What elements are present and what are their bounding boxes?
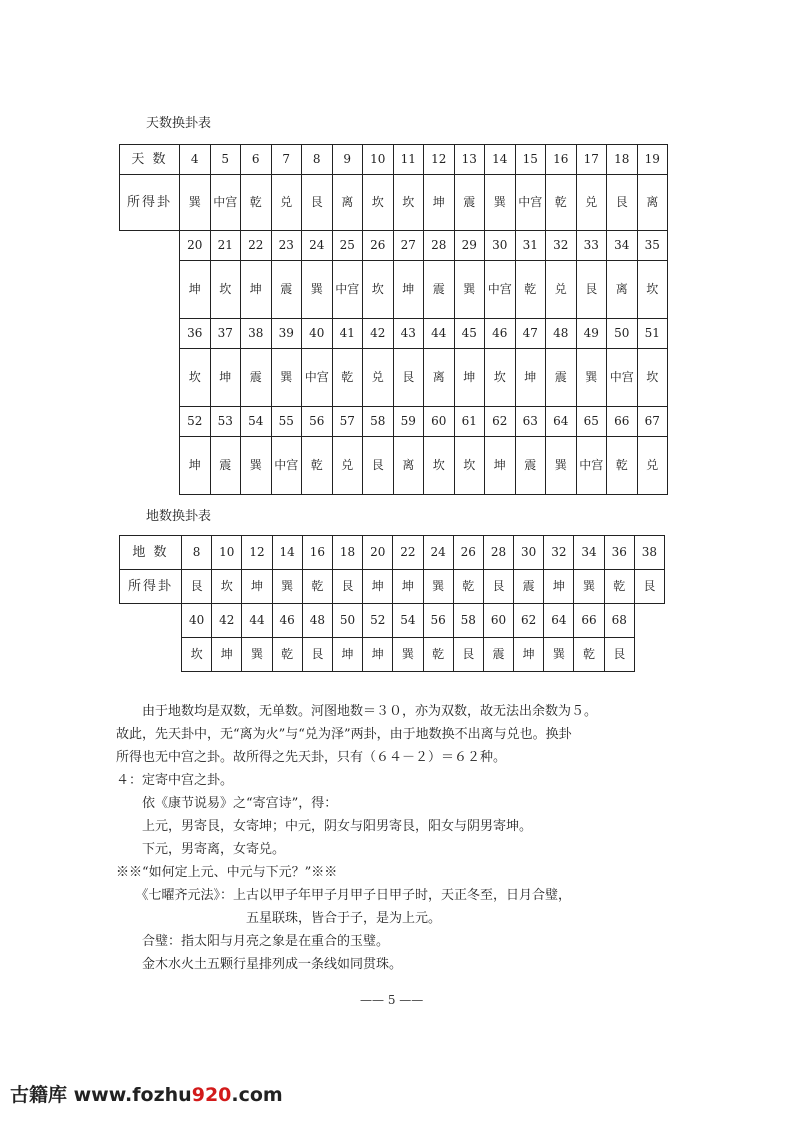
text-line: 合璧：指太阳与月亮之象是在重合的玉璧。 <box>116 934 390 949</box>
heaven-gua-cell: 坎 <box>363 175 394 231</box>
heaven-num-cell: 37 <box>210 319 241 349</box>
heaven-gua-cell: 坎 <box>454 437 485 495</box>
heaven-gua-cell: 艮 <box>302 175 333 231</box>
earth-table <box>119 535 665 672</box>
earth-cell: 乾 <box>302 570 332 604</box>
earth-cell: 乾 <box>604 570 634 604</box>
empty-cell <box>634 604 664 638</box>
heaven-gua-row <box>120 175 668 231</box>
empty-cell <box>120 407 180 437</box>
heaven-gua-cell: 坤 <box>180 261 211 319</box>
earth-cell: 乾 <box>272 638 302 672</box>
body-text <box>116 700 597 976</box>
earth-cell: 乾 <box>574 638 604 672</box>
heaven-gua-cell: 震 <box>271 261 302 319</box>
heaven-num-cell: 26 <box>363 231 394 261</box>
heaven-num-cell: 31 <box>515 231 546 261</box>
heaven-num-cell: 61 <box>454 407 485 437</box>
heaven-num-cell: 6 <box>241 145 272 175</box>
heaven-num-cell: 38 <box>241 319 272 349</box>
heaven-gua-cell: 坎 <box>637 349 668 407</box>
earth-cell: 66 <box>574 604 604 638</box>
earth-cell: 48 <box>302 604 332 638</box>
heaven-num-cell: 20 <box>180 231 211 261</box>
text-line: 金木水火土五颗行星排列成一条线如同贯珠。 <box>116 957 403 972</box>
text-line: 由于地数均是双数，无单数。河图地数＝３０，亦为双数，故无法出余数为５。 <box>116 704 598 719</box>
heaven-gua-cell: 震 <box>241 349 272 407</box>
earth-cell: 坤 <box>242 570 272 604</box>
heaven-num-cell: 16 <box>546 145 577 175</box>
heaven-gua-cell: 中宫 <box>485 261 516 319</box>
earth-cell: 乾 <box>423 638 453 672</box>
heaven-gua-cell: 离 <box>607 261 638 319</box>
text-line: 依《康节说易》之“寄宫诗”，得： <box>116 796 338 811</box>
empty-cell <box>120 319 180 349</box>
earth-row <box>120 638 665 672</box>
empty-cell <box>120 604 182 638</box>
text-line: 故此，先天卦中，无“离为火”与“兑为泽”两卦，由于地数换不出离与兑也。换卦 <box>116 727 572 742</box>
heaven-gua-cell: 兑 <box>546 261 577 319</box>
heaven-num-cell: 35 <box>637 231 668 261</box>
earth-cell: 艮 <box>332 570 362 604</box>
heaven-gua-cell: 巽 <box>302 261 333 319</box>
heaven-num-cell: 50 <box>607 319 638 349</box>
empty-cell <box>634 638 664 672</box>
earth-cell: 30 <box>514 536 544 570</box>
heaven-gua-cell: 坤 <box>485 437 516 495</box>
heaven-gua-cell: 离 <box>637 175 668 231</box>
heaven-gua-cell: 兑 <box>363 349 394 407</box>
earth-cell: 26 <box>453 536 483 570</box>
heaven-gua-row <box>120 261 668 319</box>
heaven-num-cell: 53 <box>210 407 241 437</box>
earth-cell: 坤 <box>332 638 362 672</box>
earth-cell: 艮 <box>453 638 483 672</box>
heaven-gua-cell: 离 <box>332 175 363 231</box>
text-line: 下元，男寄离，女寄兑。 <box>116 842 286 857</box>
heaven-gua-cell: 坤 <box>180 437 211 495</box>
heaven-gua-cell: 巽 <box>271 349 302 407</box>
heaven-gua-cell: 艮 <box>393 349 424 407</box>
heaven-num-cell: 13 <box>454 145 485 175</box>
heaven-gua-cell: 巽 <box>485 175 516 231</box>
heaven-num-cell: 67 <box>637 407 668 437</box>
heaven-gua-cell: 坤 <box>515 349 546 407</box>
watermark-prefix: 古籍库 www.fozhu <box>10 1084 192 1106</box>
heaven-num-cell: 12 <box>424 145 455 175</box>
earth-cell: 巽 <box>574 570 604 604</box>
earth-row <box>120 570 665 604</box>
heaven-num-cell: 15 <box>515 145 546 175</box>
heaven-num-cell: 46 <box>485 319 516 349</box>
heaven-gua-cell: 兑 <box>332 437 363 495</box>
earth-cell: 坤 <box>212 638 242 672</box>
heaven-gua-cell: 巽 <box>576 349 607 407</box>
heaven-num-cell: 51 <box>637 319 668 349</box>
empty-cell <box>120 349 180 407</box>
heaven-gua-cell: 坤 <box>393 261 424 319</box>
earth-cell: 坤 <box>363 638 393 672</box>
heaven-gua-cell: 震 <box>424 261 455 319</box>
earth-cell: 震 <box>514 570 544 604</box>
heaven-gua-cell: 乾 <box>241 175 272 231</box>
heaven-gua-cell: 巽 <box>454 261 485 319</box>
heaven-num-cell: 59 <box>393 407 424 437</box>
heaven-num-row <box>120 231 668 261</box>
heaven-gua-cell: 兑 <box>637 437 668 495</box>
heaven-num-cell: 62 <box>485 407 516 437</box>
earth-cell: 54 <box>393 604 423 638</box>
heaven-num-cell: 33 <box>576 231 607 261</box>
heaven-gua-cell: 中宫 <box>576 437 607 495</box>
earth-cell: 28 <box>483 536 513 570</box>
empty-cell <box>120 437 180 495</box>
heaven-gua-cell: 中宫 <box>515 175 546 231</box>
heaven-gua-cell: 中宫 <box>607 349 638 407</box>
earth-cell: 44 <box>242 604 272 638</box>
heaven-table-caption: 天数换卦表 <box>146 116 212 131</box>
earth-cell: 56 <box>423 604 453 638</box>
heaven-gua-cell: 乾 <box>546 175 577 231</box>
page-number: —— 5 —— <box>360 993 424 1007</box>
heaven-num-cell: 11 <box>393 145 424 175</box>
heaven-num-cell: 54 <box>241 407 272 437</box>
heaven-num-cell: 10 <box>363 145 394 175</box>
heaven-gua-cell: 乾 <box>515 261 546 319</box>
heaven-gua-cell: 坤 <box>210 349 241 407</box>
heaven-num-row <box>120 407 668 437</box>
heaven-gua-cell: 震 <box>515 437 546 495</box>
heaven-gua-cell: 艮 <box>363 437 394 495</box>
earth-cell: 坤 <box>363 570 393 604</box>
heaven-num-cell: 28 <box>424 231 455 261</box>
heaven-gua-cell: 中宫 <box>332 261 363 319</box>
earth-cell: 42 <box>212 604 242 638</box>
heaven-num-cell: 58 <box>363 407 394 437</box>
heaven-num-cell: 40 <box>302 319 333 349</box>
heaven-gua-cell: 坤 <box>454 349 485 407</box>
heaven-gua-row <box>120 437 668 495</box>
earth-cell: 68 <box>604 604 634 638</box>
earth-cell: 64 <box>544 604 574 638</box>
earth-cell: 巽 <box>544 638 574 672</box>
heaven-gua-cell: 乾 <box>332 349 363 407</box>
earth-cell: 坤 <box>393 570 423 604</box>
earth-cell: 24 <box>423 536 453 570</box>
heaven-num-cell: 27 <box>393 231 424 261</box>
empty-cell <box>120 638 182 672</box>
heaven-gua-cell: 坎 <box>180 349 211 407</box>
heaven-gua-cell: 巽 <box>180 175 211 231</box>
text-line: 五星联珠，皆合于子，是为上元。 <box>116 911 442 926</box>
heaven-gua-cell: 艮 <box>576 261 607 319</box>
heaven-num-cell: 47 <box>515 319 546 349</box>
heaven-gua-cell: 中宫 <box>271 437 302 495</box>
heaven-num-cell: 24 <box>302 231 333 261</box>
earth-cell: 艮 <box>604 638 634 672</box>
text-line: 《七曜齐元法》：上古以甲子年甲子月甲子日甲子时，天正冬至，日月合璧， <box>116 888 572 903</box>
heaven-table <box>119 144 668 495</box>
watermark-digits: 920 <box>191 1084 232 1106</box>
earth-cell: 60 <box>483 604 513 638</box>
heaven-gua-cell: 中宫 <box>302 349 333 407</box>
heaven-gua-cell: 坎 <box>363 261 394 319</box>
earth-cell: 20 <box>363 536 393 570</box>
heaven-num-cell: 45 <box>454 319 485 349</box>
earth-cell: 震 <box>483 638 513 672</box>
heaven-num-cell: 7 <box>271 145 302 175</box>
earth-cell: 36 <box>604 536 634 570</box>
heaven-gua-cell: 乾 <box>607 437 638 495</box>
heaven-num-row <box>120 319 668 349</box>
earth-cell: 艮 <box>182 570 212 604</box>
heaven-num-cell: 41 <box>332 319 363 349</box>
heaven-num-cell: 18 <box>607 145 638 175</box>
earth-table-caption: 地数换卦表 <box>146 509 212 524</box>
heaven-num-cell: 22 <box>241 231 272 261</box>
earth-cell: 38 <box>634 536 664 570</box>
earth-cell: 10 <box>212 536 242 570</box>
heaven-num-cell: 23 <box>271 231 302 261</box>
earth-cell: 坤 <box>544 570 574 604</box>
heaven-num-cell: 44 <box>424 319 455 349</box>
earth-row-label: 地 数 <box>120 536 182 570</box>
heaven-num-cell: 64 <box>546 407 577 437</box>
heaven-gua-cell: 艮 <box>607 175 638 231</box>
heaven-num-cell: 34 <box>607 231 638 261</box>
heaven-gua-cell: 震 <box>210 437 241 495</box>
heaven-num-cell: 5 <box>210 145 241 175</box>
heaven-gua-cell: 坎 <box>210 261 241 319</box>
heaven-gua-cell: 乾 <box>302 437 333 495</box>
earth-cell: 18 <box>332 536 362 570</box>
heaven-num-cell: 39 <box>271 319 302 349</box>
earth-cell: 巽 <box>242 638 272 672</box>
heaven-gua-cell: 兑 <box>271 175 302 231</box>
heaven-num-cell: 55 <box>271 407 302 437</box>
heaven-num-cell: 29 <box>454 231 485 261</box>
heaven-gua-cell: 坎 <box>637 261 668 319</box>
heaven-num-cell: 60 <box>424 407 455 437</box>
heaven-gua-cell: 离 <box>393 437 424 495</box>
heaven-num-cell: 66 <box>607 407 638 437</box>
heaven-num-cell: 32 <box>546 231 577 261</box>
heaven-gua-cell: 坎 <box>393 175 424 231</box>
earth-cell: 12 <box>242 536 272 570</box>
earth-row <box>120 604 665 638</box>
text-line: 上元，男寄艮，女寄坤；中元，阴女与阳男寄艮，阳女与阴男寄坤。 <box>116 819 533 834</box>
earth-cell: 46 <box>272 604 302 638</box>
earth-cell: 16 <box>302 536 332 570</box>
earth-cell: 艮 <box>634 570 664 604</box>
earth-cell: 坎 <box>182 638 212 672</box>
text-line: ※※“如何定上元、中元与下元？”※※ <box>116 865 338 880</box>
heaven-gua-cell: 中宫 <box>210 175 241 231</box>
heaven-gua-cell: 离 <box>424 349 455 407</box>
earth-cell: 40 <box>182 604 212 638</box>
heaven-num-row <box>120 145 668 175</box>
earth-cell: 62 <box>514 604 544 638</box>
heaven-num-cell: 17 <box>576 145 607 175</box>
heaven-num-cell: 57 <box>332 407 363 437</box>
empty-cell <box>120 261 180 319</box>
earth-cell: 艮 <box>483 570 513 604</box>
earth-cell: 8 <box>182 536 212 570</box>
earth-cell: 坤 <box>514 638 544 672</box>
heaven-num-cell: 14 <box>485 145 516 175</box>
heaven-num-cell: 8 <box>302 145 333 175</box>
heaven-gua-cell: 坤 <box>424 175 455 231</box>
heaven-gua-cell: 兑 <box>576 175 607 231</box>
heaven-num-cell: 49 <box>576 319 607 349</box>
heaven-num-cell: 65 <box>576 407 607 437</box>
earth-cell: 乾 <box>453 570 483 604</box>
heaven-num-cell: 21 <box>210 231 241 261</box>
heaven-gua-cell: 坎 <box>485 349 516 407</box>
earth-cell: 50 <box>332 604 362 638</box>
heaven-gua-label: 所得卦 <box>120 175 180 231</box>
heaven-num-cell: 25 <box>332 231 363 261</box>
site-watermark <box>10 1080 283 1107</box>
earth-cell: 坎 <box>212 570 242 604</box>
earth-cell: 58 <box>453 604 483 638</box>
heaven-num-cell: 43 <box>393 319 424 349</box>
heaven-num-cell: 63 <box>515 407 546 437</box>
heaven-num-cell: 4 <box>180 145 211 175</box>
earth-cell: 艮 <box>302 638 332 672</box>
earth-row <box>120 536 665 570</box>
text-line: ４：定寄中宫之卦。 <box>116 773 234 788</box>
heaven-gua-cell: 坤 <box>241 261 272 319</box>
heaven-num-cell: 30 <box>485 231 516 261</box>
earth-cell: 巽 <box>423 570 453 604</box>
heaven-gua-cell: 巽 <box>546 437 577 495</box>
earth-cell: 32 <box>544 536 574 570</box>
earth-cell: 22 <box>393 536 423 570</box>
text-line: 所得也无中宫之卦。故所得之先天卦，只有（６４－２）＝６２种。 <box>116 750 507 765</box>
earth-cell: 14 <box>272 536 302 570</box>
earth-gua-label: 所得卦 <box>120 570 182 604</box>
heaven-gua-cell: 坎 <box>424 437 455 495</box>
heaven-num-cell: 56 <box>302 407 333 437</box>
heaven-num-cell: 36 <box>180 319 211 349</box>
earth-cell: 52 <box>363 604 393 638</box>
heaven-num-cell: 19 <box>637 145 668 175</box>
heaven-row-label: 天 数 <box>120 145 180 175</box>
heaven-num-cell: 9 <box>332 145 363 175</box>
earth-cell: 34 <box>574 536 604 570</box>
heaven-gua-cell: 震 <box>546 349 577 407</box>
heaven-num-cell: 52 <box>180 407 211 437</box>
heaven-gua-cell: 震 <box>454 175 485 231</box>
watermark-suffix: .com <box>231 1084 283 1106</box>
heaven-gua-row <box>120 349 668 407</box>
heaven-num-cell: 48 <box>546 319 577 349</box>
heaven-gua-cell: 巽 <box>241 437 272 495</box>
earth-cell: 巽 <box>393 638 423 672</box>
empty-cell <box>120 231 180 261</box>
heaven-num-cell: 42 <box>363 319 394 349</box>
earth-cell: 巽 <box>272 570 302 604</box>
